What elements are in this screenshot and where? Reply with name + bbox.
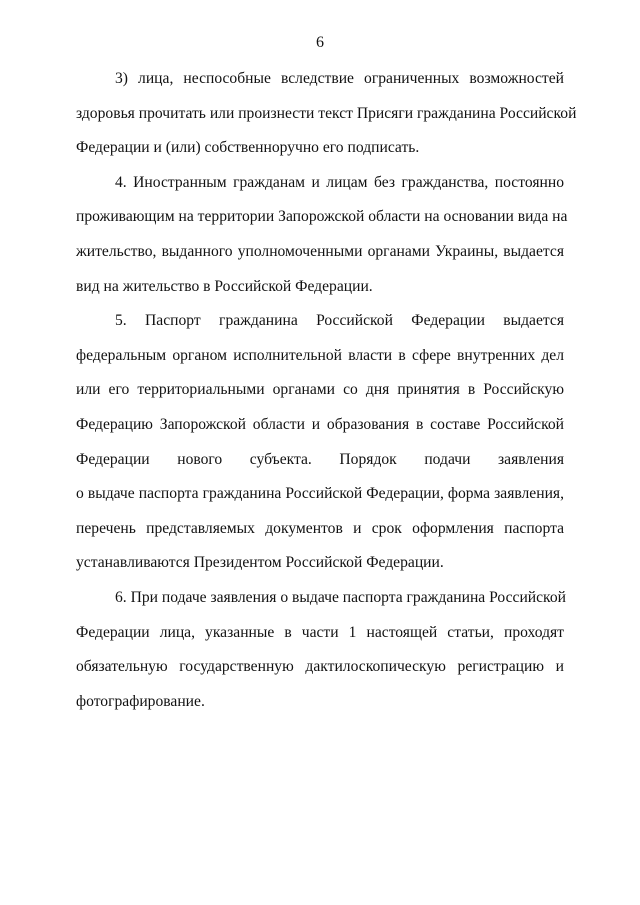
paragraph-item-3 xyxy=(76,62,577,166)
text-line: здоровья прочитать или произнести текст Присяги гражданина Российской xyxy=(76,104,577,122)
text-line: вид на жительство в Российской Федерации. xyxy=(76,277,373,295)
text-line: федеральным органом исполнительной власти в сфере внутренних дел xyxy=(76,346,564,364)
text-line: Федерации лица, указанные в части 1 настоящей статьи, проходят xyxy=(76,623,564,641)
text-line: обязательную государственную дактилоскопическую регистрацию и xyxy=(76,658,564,676)
text-line: 5. Паспорт гражданина Российской Федерации выдается xyxy=(115,312,564,330)
paragraph-section-6 xyxy=(76,581,564,719)
text-line: о выдаче паспорта гражданина Российской Федерации, форма заявления, xyxy=(76,485,564,503)
text-line: Федерации и (или) собственноручно его подписать. xyxy=(76,139,420,157)
text-line: жительство, выданного уполномоченными органами Украины, выдается xyxy=(76,242,564,260)
paragraph-section-4 xyxy=(76,166,568,304)
text-line: устанавливаются Президентом Российской Федерации. xyxy=(76,554,444,572)
document-body xyxy=(76,62,577,719)
paragraph-section-5 xyxy=(76,304,564,581)
text-line: Федерацию Запорожской области и образования в составе Российской xyxy=(76,415,564,433)
text-line: 3) лица, неспособные вследствие ограниченных возможностей xyxy=(115,70,564,87)
page-number: 6 xyxy=(316,34,324,51)
text-line: перечень представляемых документов и срок оформления паспорта xyxy=(76,519,564,537)
text-line: 6. При подаче заявления о выдаче паспорта гражданина Российской xyxy=(115,588,566,606)
text-line: фотографирование. xyxy=(76,692,205,710)
text-line: проживающим на территории Запорожской области на основании вида на xyxy=(76,208,568,226)
text-line: или его территориальными органами со дня принятия в Российскую xyxy=(76,381,564,399)
text-line: Федерации нового субъекта. Порядок подачи заявления xyxy=(76,450,564,468)
text-line: 4. Иностранным гражданам и лицам без гражданства, постоянно xyxy=(115,173,564,191)
